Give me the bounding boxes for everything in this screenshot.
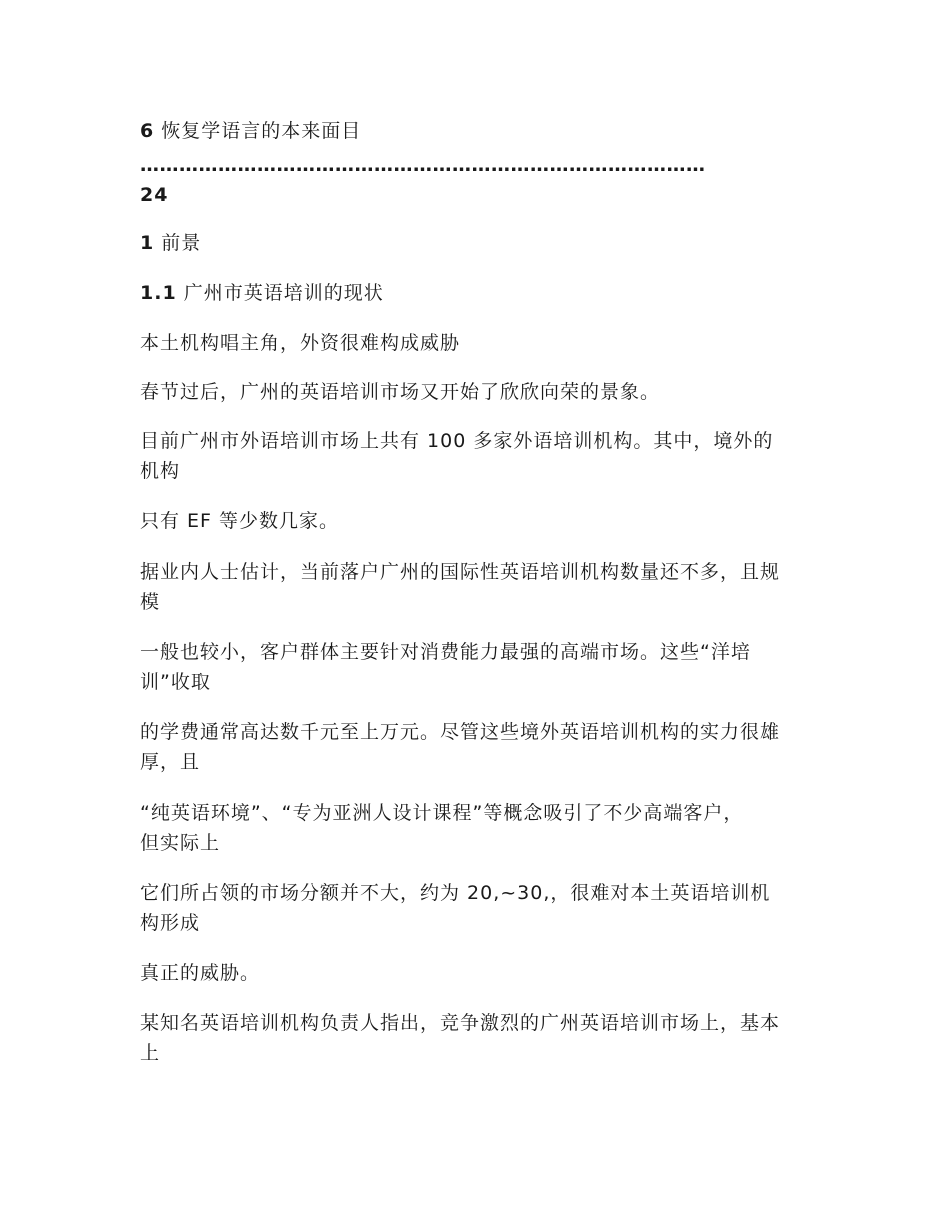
body-line: 一般也较小，客户群体主要针对消费能力最强的高端市场。这些“洋培 (140, 641, 751, 663)
section-number: 1 (140, 232, 155, 254)
toc-entry-title: 恢复学语言的本来面目 (161, 120, 362, 142)
toc-leader-dots: …………………………………………………………………………… (140, 154, 706, 176)
body-line: 的学费通常高达数千元至上万元。尽管这些境外英语培训机构的实力很雄 (140, 721, 781, 743)
body-line: 它们所占领的市场分额并不大，约为 20,~30,，很难对本土英语培训机 (140, 882, 771, 904)
body-line: “纯英语环境”、“专为亚洲人设计课程”等概念吸引了不少高端客户， (140, 802, 744, 824)
subsection-heading (140, 278, 820, 308)
body-line: 模 (140, 591, 161, 613)
section-heading (140, 228, 820, 258)
body-line: 某知名英语培训机构负责人指出，竞争激烈的广州英语培训市场上，基本 (140, 1012, 781, 1034)
toc-entry (140, 116, 820, 146)
body-line: 真正的威胁。 (140, 962, 261, 984)
subsection-number: 1.1 (140, 282, 177, 304)
toc-page-number: 24 (140, 184, 169, 206)
subsection-title: 广州市英语培训的现状 (183, 282, 384, 304)
body-line: 春节过后，广州的英语培训市场又开始了欣欣向荣的景象。 (140, 381, 661, 403)
body-line: 只有 EF 等少数几家。 (140, 510, 340, 532)
body-line: 据业内人士估计，当前落户广州的国际性英语培训机构数量还不多，且规 (140, 561, 781, 583)
body-line: 构形成 (140, 912, 201, 934)
body-line: 目前广州市外语培训市场上共有 100 多家外语培训机构。其中，境外的 (140, 430, 774, 452)
body-line: 上 (140, 1042, 161, 1064)
body-line: 训”收取 (140, 671, 211, 693)
body-line: 本土机构唱主角，外资很难构成威胁 (140, 332, 461, 354)
body-line: 但实际上 (140, 832, 221, 854)
body-line: 厚，且 (140, 751, 201, 773)
body-line: 机构 (140, 460, 181, 482)
toc-entry-number: 6 (140, 120, 155, 142)
section-title: 前景 (161, 232, 202, 254)
